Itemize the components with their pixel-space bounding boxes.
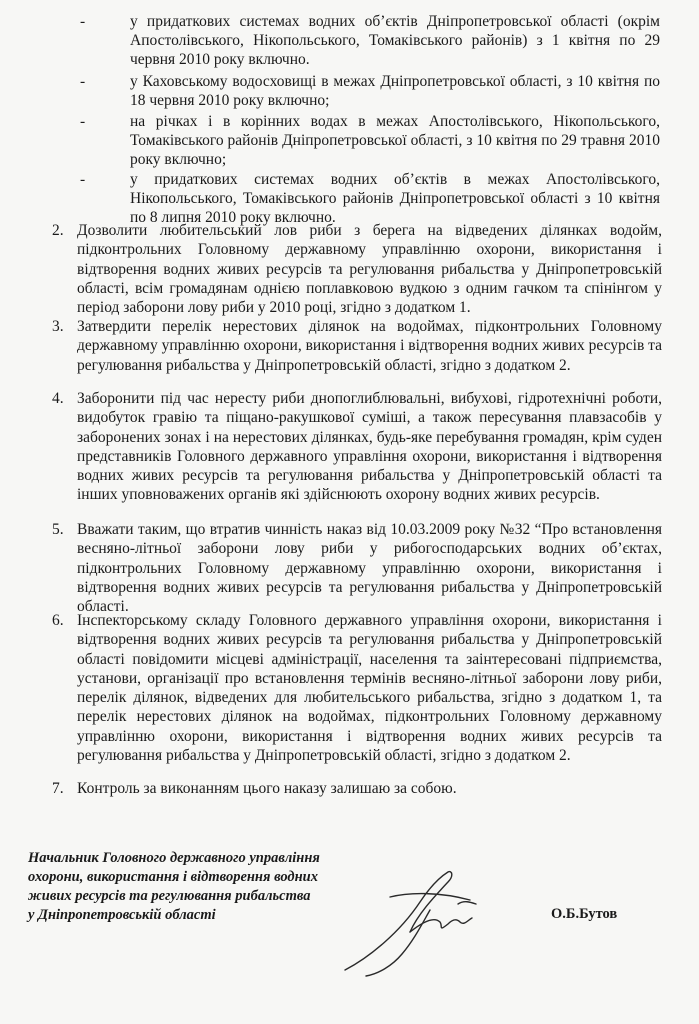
numbered-item-5 (52, 520, 662, 616)
item-number: 6. (52, 612, 64, 629)
numbered-item-4 (52, 389, 662, 505)
signatory-title-line: Начальник Головного державного управління (28, 850, 320, 866)
item-number: 4. (52, 390, 64, 407)
handwritten-signature (330, 862, 505, 982)
numbered-item-3 (52, 317, 662, 375)
dash-bullet: - (80, 13, 86, 30)
item-number: 7. (52, 780, 64, 797)
item-text: Контроль за виконанням цього наказу залишаю за собою. (77, 780, 457, 797)
item-text: Вважати таким, що втратив чинність наказ від 10.03.2009 року №32 “Про встановлення весняно-літньої заборони лову риби у рибогосподарських водних об’єктах, підконтрольних Головному державному управлінню охорони, використання і відтворення водних живих ресурсів та регулювання рибальства у Дніпропетровській області. (77, 521, 662, 616)
item-text: Заборонити під час нересту риби днопоглиблювальні, вибухові, гідротехнічні роботи, видобуток гравію та піщано-ракушкової суміші, а також пересування плавзасобів у заборонених зонах і на нерестових ділянках, будь-яке перебування громадян, крім суден представників Головного державного управління охорони, використання і відтворення водних живих ресурсів та регулювання рибальства у Дніпропетровській області та інших уповноважених органів які здійснюють охорону водних живих ресурсів. (77, 390, 662, 504)
signatory-title-line: у Дніпропетровській області (28, 907, 216, 923)
list-item-text: на річках і в корінних водах в межах Апостолівського, Нікопольського, Томаківського районів Дніпропетровської області, з 10 квітня по 29 травня 2010 року включно; (130, 113, 660, 168)
numbered-item-7 (52, 779, 662, 798)
list-item (80, 72, 660, 110)
list-item (80, 170, 660, 227)
signer-name: О.Б.Бутов (551, 906, 618, 922)
signatory-title-line: живих ресурсів та регулювання рибальства (28, 888, 311, 904)
list-item (80, 12, 660, 69)
signatory-title-line: охорони, використання і відтворення водних (28, 869, 318, 885)
numbered-item-2 (52, 221, 662, 317)
list-item-text: у Каховському водосховищі в межах Дніпропетровської області, з 10 квітня по 18 червня 2010 року включно; (130, 73, 660, 109)
list-item-text: у придаткових системах водних об’єктів Дніпропетровської області (окрім Апостолівського, Нікопольського, Томаківського районів) з 1 квітня по 29 червня 2010 року включно. (130, 13, 660, 68)
list-item (80, 112, 660, 169)
dash-bullet: - (80, 113, 86, 130)
item-text: Затвердити перелік нерестових ділянок на водоймах, підконтрольних Головному державному управлінню охорони, використання і відтворення водних живих ресурсів та регулювання рибальства у Дніпропетровській області, згідно з додатком 2. (77, 318, 662, 374)
dash-bullet: - (80, 171, 86, 188)
list-item-text: у придаткових системах водних об’єктів в межах Апостолівського, Нікопольського, Томаківського районів Дніпропетровської області з 10 квітня по 8 липня 2010 року включно. (130, 171, 660, 226)
dash-bullet: - (80, 73, 86, 90)
item-number: 3. (52, 318, 64, 335)
item-text: Інспекторському складу Головного державного управління охорони, використання і відтворення водних живих ресурсів та регулювання рибальства у Дніпропетровській області повідомити місцеві адміністрації, населення та заінтересовані підприємства, установи, організації про встановлення термінів весняно-літньої заборони лову риби, перелік ділянок, відведених для любительського рибальства, згідно з додатком 1, та перелік нерестових ділянок на водоймах, підконтрольних Головному державному управлінню охорони, використання і відтворення водних живих ресурсів та регулювання рибальства у Дніпропетровській області, згідно з додатком 2. (77, 612, 662, 765)
item-text: Дозволити любительський лов риби з берега на відведених ділянках водойм, підконтрольних Головному державному управлінню охорони, використання і відтворення водних живих ресурсів та регулювання рибальства у Дніпропетровській області, всім громадянам однією поплавковою вудкою з одним гачком та спінінгом у період заборони лову риби у 2010 році, згідно з додатком 1. (77, 222, 662, 317)
numbered-item-6 (52, 611, 662, 765)
item-number: 5. (52, 521, 64, 538)
item-number: 2. (52, 222, 64, 239)
